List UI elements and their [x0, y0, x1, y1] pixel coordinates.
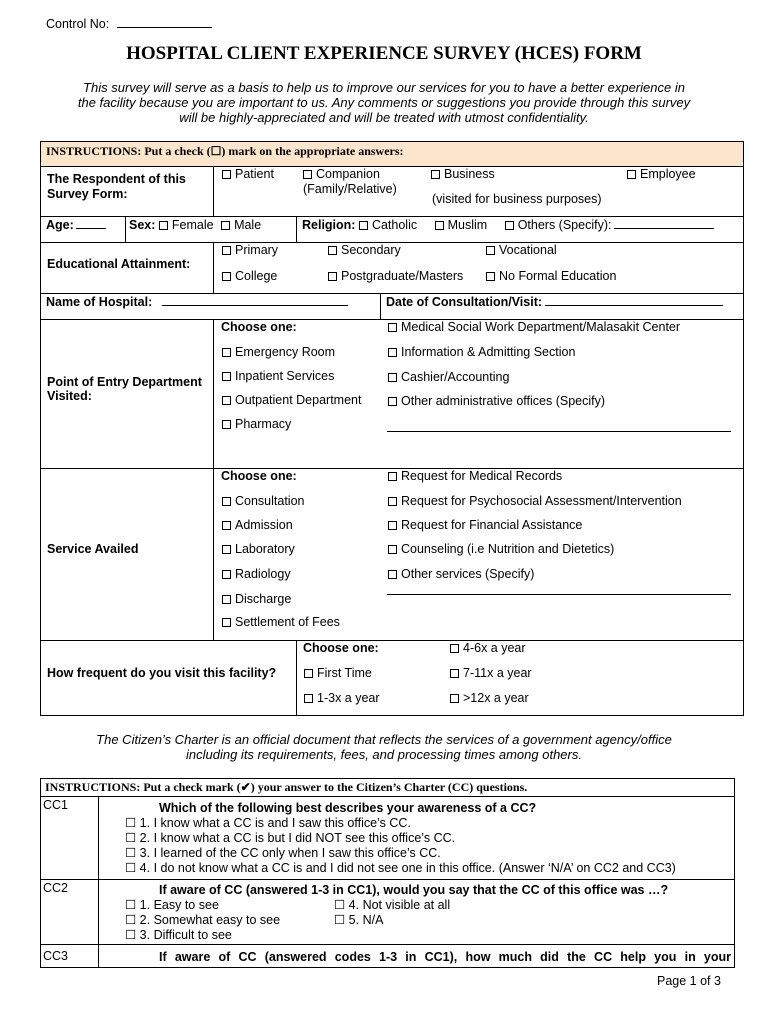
option-emergency-room[interactable]: Emergency Room — [222, 345, 335, 359]
hospital-name-field[interactable]: Name of Hospital: — [46, 295, 348, 309]
respondent-label-line: Survey Form: — [47, 187, 128, 201]
option-cashier[interactable]: Cashier/Accounting — [388, 370, 509, 384]
checkbox-catholic[interactable] — [359, 221, 368, 230]
cc2-option[interactable]: ☐ 5. N/A — [334, 913, 384, 927]
checkbox-male[interactable] — [221, 221, 230, 230]
option-business[interactable]: Business — [431, 167, 495, 181]
option-patient[interactable]: Patient — [222, 167, 274, 181]
religion-label: Religion: — [302, 218, 356, 232]
intro-text — [0, 80, 768, 125]
option-1-3x[interactable]: 1-3x a year — [304, 691, 380, 705]
option-pharmacy[interactable]: Pharmacy — [222, 417, 291, 431]
option-laboratory[interactable]: Laboratory — [222, 542, 295, 556]
option-radiology[interactable]: Radiology — [222, 567, 291, 581]
entry-choose: Choose one: — [221, 320, 297, 334]
option-consultation[interactable]: Consultation — [222, 494, 305, 508]
cc2-options-right[interactable] — [334, 898, 450, 928]
checkbox-muslim[interactable] — [435, 221, 444, 230]
respondent-label-line: The Respondent of this — [47, 172, 186, 186]
cc2-option[interactable]: ☐ 1. Easy to see — [125, 898, 219, 912]
option-12x[interactable]: >12x a year — [450, 691, 529, 705]
service-label: Service Availed — [47, 542, 139, 556]
option-noformal[interactable]: No Formal Education — [486, 269, 616, 283]
charter-note-line: The Citizen’s Charter is an official document that reflects the services of a government agency/office — [96, 732, 672, 747]
entry-label-line: Point of Entry Department — [47, 375, 202, 389]
visit-date-field[interactable]: Date of Consultation/Visit: — [386, 295, 723, 309]
intro-line: the facility because you are important to us. Any comments or suggestions you provide through this survey — [77, 95, 691, 110]
option-financial[interactable]: Request for Financial Assistance — [388, 518, 582, 532]
service-specify-line[interactable] — [387, 594, 731, 595]
control-no — [46, 17, 212, 31]
cc1-options[interactable] — [125, 816, 676, 876]
checkbox-female[interactable] — [159, 221, 168, 230]
page-title: HOSPITAL CLIENT EXPERIENCE SURVEY (HCES) FORM — [126, 43, 642, 64]
intro-line: This survey will serve as a basis to help us to improve our services for you to have a better experience in — [83, 80, 685, 95]
entry-specify-line[interactable] — [387, 431, 731, 432]
option-discharge[interactable]: Discharge — [222, 592, 291, 606]
cc1-option[interactable]: ☐ 4. I do not know what a CC is and I did not see one in this office. (Answer ‘N/A’ on CC2 and CC3) — [125, 861, 676, 875]
option-admission[interactable]: Admission — [222, 518, 293, 532]
service-choose: Choose one: — [221, 469, 297, 483]
option-medical-records[interactable]: Request for Medical Records — [388, 469, 562, 483]
cc2-options-left[interactable] — [125, 898, 280, 943]
option-outpatient[interactable]: Outpatient Department — [222, 393, 361, 407]
option-primary[interactable]: Primary — [222, 243, 278, 257]
cc1-code: CC1 — [43, 798, 69, 812]
cc2-option[interactable]: ☐ 2. Somewhat easy to see — [125, 913, 281, 927]
page-number: Page 1 of 3 — [657, 974, 721, 988]
option-other-services[interactable]: Other services (Specify) — [388, 567, 534, 581]
instructions-2: INSTRUCTIONS: Put a check mark (✔) your answer to the Citizen’s Charter (CC) questions. — [45, 780, 528, 794]
sex-field: Sex: Female Male — [129, 218, 262, 232]
cc1-option[interactable]: ☐ 1. I know what a CC is and I saw this office’s CC. — [125, 816, 411, 830]
instructions-1: INSTRUCTIONS: Put a check (☐) mark on the appropriate answers: — [46, 144, 404, 158]
cc2-question: If aware of CC (answered 1-3 in CC1), would you say that the CC of this office was …? — [159, 883, 669, 897]
cc3-code: CC3 — [43, 949, 69, 963]
frequency-label: How frequent do you visit this facility? — [47, 666, 277, 680]
charter-note — [0, 732, 768, 762]
option-malasakit[interactable]: Medical Social Work Department/Malasakit Center — [388, 320, 680, 334]
option-inpatient[interactable]: Inpatient Services — [222, 369, 334, 383]
cc2-option[interactable]: ☐ 4. Not visible at all — [334, 898, 451, 912]
education-label: Educational Attainment: — [47, 257, 191, 271]
option-7-11x[interactable]: 7-11x a year — [450, 666, 532, 680]
cc2-option[interactable]: ☐ 3. Difficult to see — [125, 928, 232, 942]
entry-label-line: Visited: — [47, 389, 92, 403]
business-note: (visited for business purposes) — [432, 192, 602, 206]
cc3-question: If aware of CC (answered codes 1-3 in CC1), how much did the CC help you in your — [159, 950, 731, 964]
option-vocational[interactable]: Vocational — [486, 243, 557, 257]
option-postgrad[interactable]: Postgraduate/Masters — [328, 269, 463, 283]
control-no-field[interactable] — [117, 17, 212, 28]
religion-field: Religion: Catholic Muslim Others (Specify): — [302, 218, 714, 232]
companion-note: (Family/Relative) — [303, 182, 397, 196]
sex-label: Sex: — [129, 218, 156, 232]
control-no-label: Control No: — [46, 17, 110, 31]
checkbox[interactable] — [431, 170, 440, 179]
entry-label — [47, 375, 202, 403]
option-psychosocial[interactable]: Request for Psychosocial Assessment/Intervention — [388, 494, 682, 508]
option-4-6x[interactable]: 4-6x a year — [450, 641, 526, 655]
option-secondary[interactable]: Secondary — [328, 243, 401, 257]
checkbox-others[interactable] — [505, 221, 514, 230]
cc2-code: CC2 — [43, 881, 69, 895]
age-field[interactable]: Age: — [46, 218, 106, 232]
intro-line: will be highly-appreciated and will be treated with utmost confidentiality. — [179, 110, 589, 125]
option-counseling[interactable]: Counseling (i.e Nutrition and Dietetics) — [388, 542, 614, 556]
option-admitting[interactable]: Information & Admitting Section — [388, 345, 575, 359]
respondent-label — [47, 172, 186, 202]
option-companion[interactable]: Companion (Family/Relative) — [303, 167, 397, 196]
frequency-choose: Choose one: — [303, 641, 379, 655]
option-other-admin[interactable]: Other administrative offices (Specify) — [388, 394, 605, 408]
option-employee[interactable]: Employee — [627, 167, 696, 181]
charter-note-line: including its requirements, fees, and processing times among others. — [186, 747, 582, 762]
cc1-question: Which of the following best describes your awareness of a CC? — [159, 801, 537, 815]
checkbox[interactable] — [222, 170, 231, 179]
option-settlement[interactable]: Settlement of Fees — [222, 615, 340, 629]
option-first-time[interactable]: First Time — [304, 666, 372, 680]
checkbox[interactable] — [627, 170, 636, 179]
cc1-option[interactable]: ☐ 3. I learned of the CC only when I saw this office’s CC. — [125, 846, 441, 860]
checkbox[interactable] — [303, 170, 312, 179]
option-college[interactable]: College — [222, 269, 277, 283]
cc1-option[interactable]: ☐ 2. I know what a CC is but I did NOT see this office’s CC. — [125, 831, 456, 845]
